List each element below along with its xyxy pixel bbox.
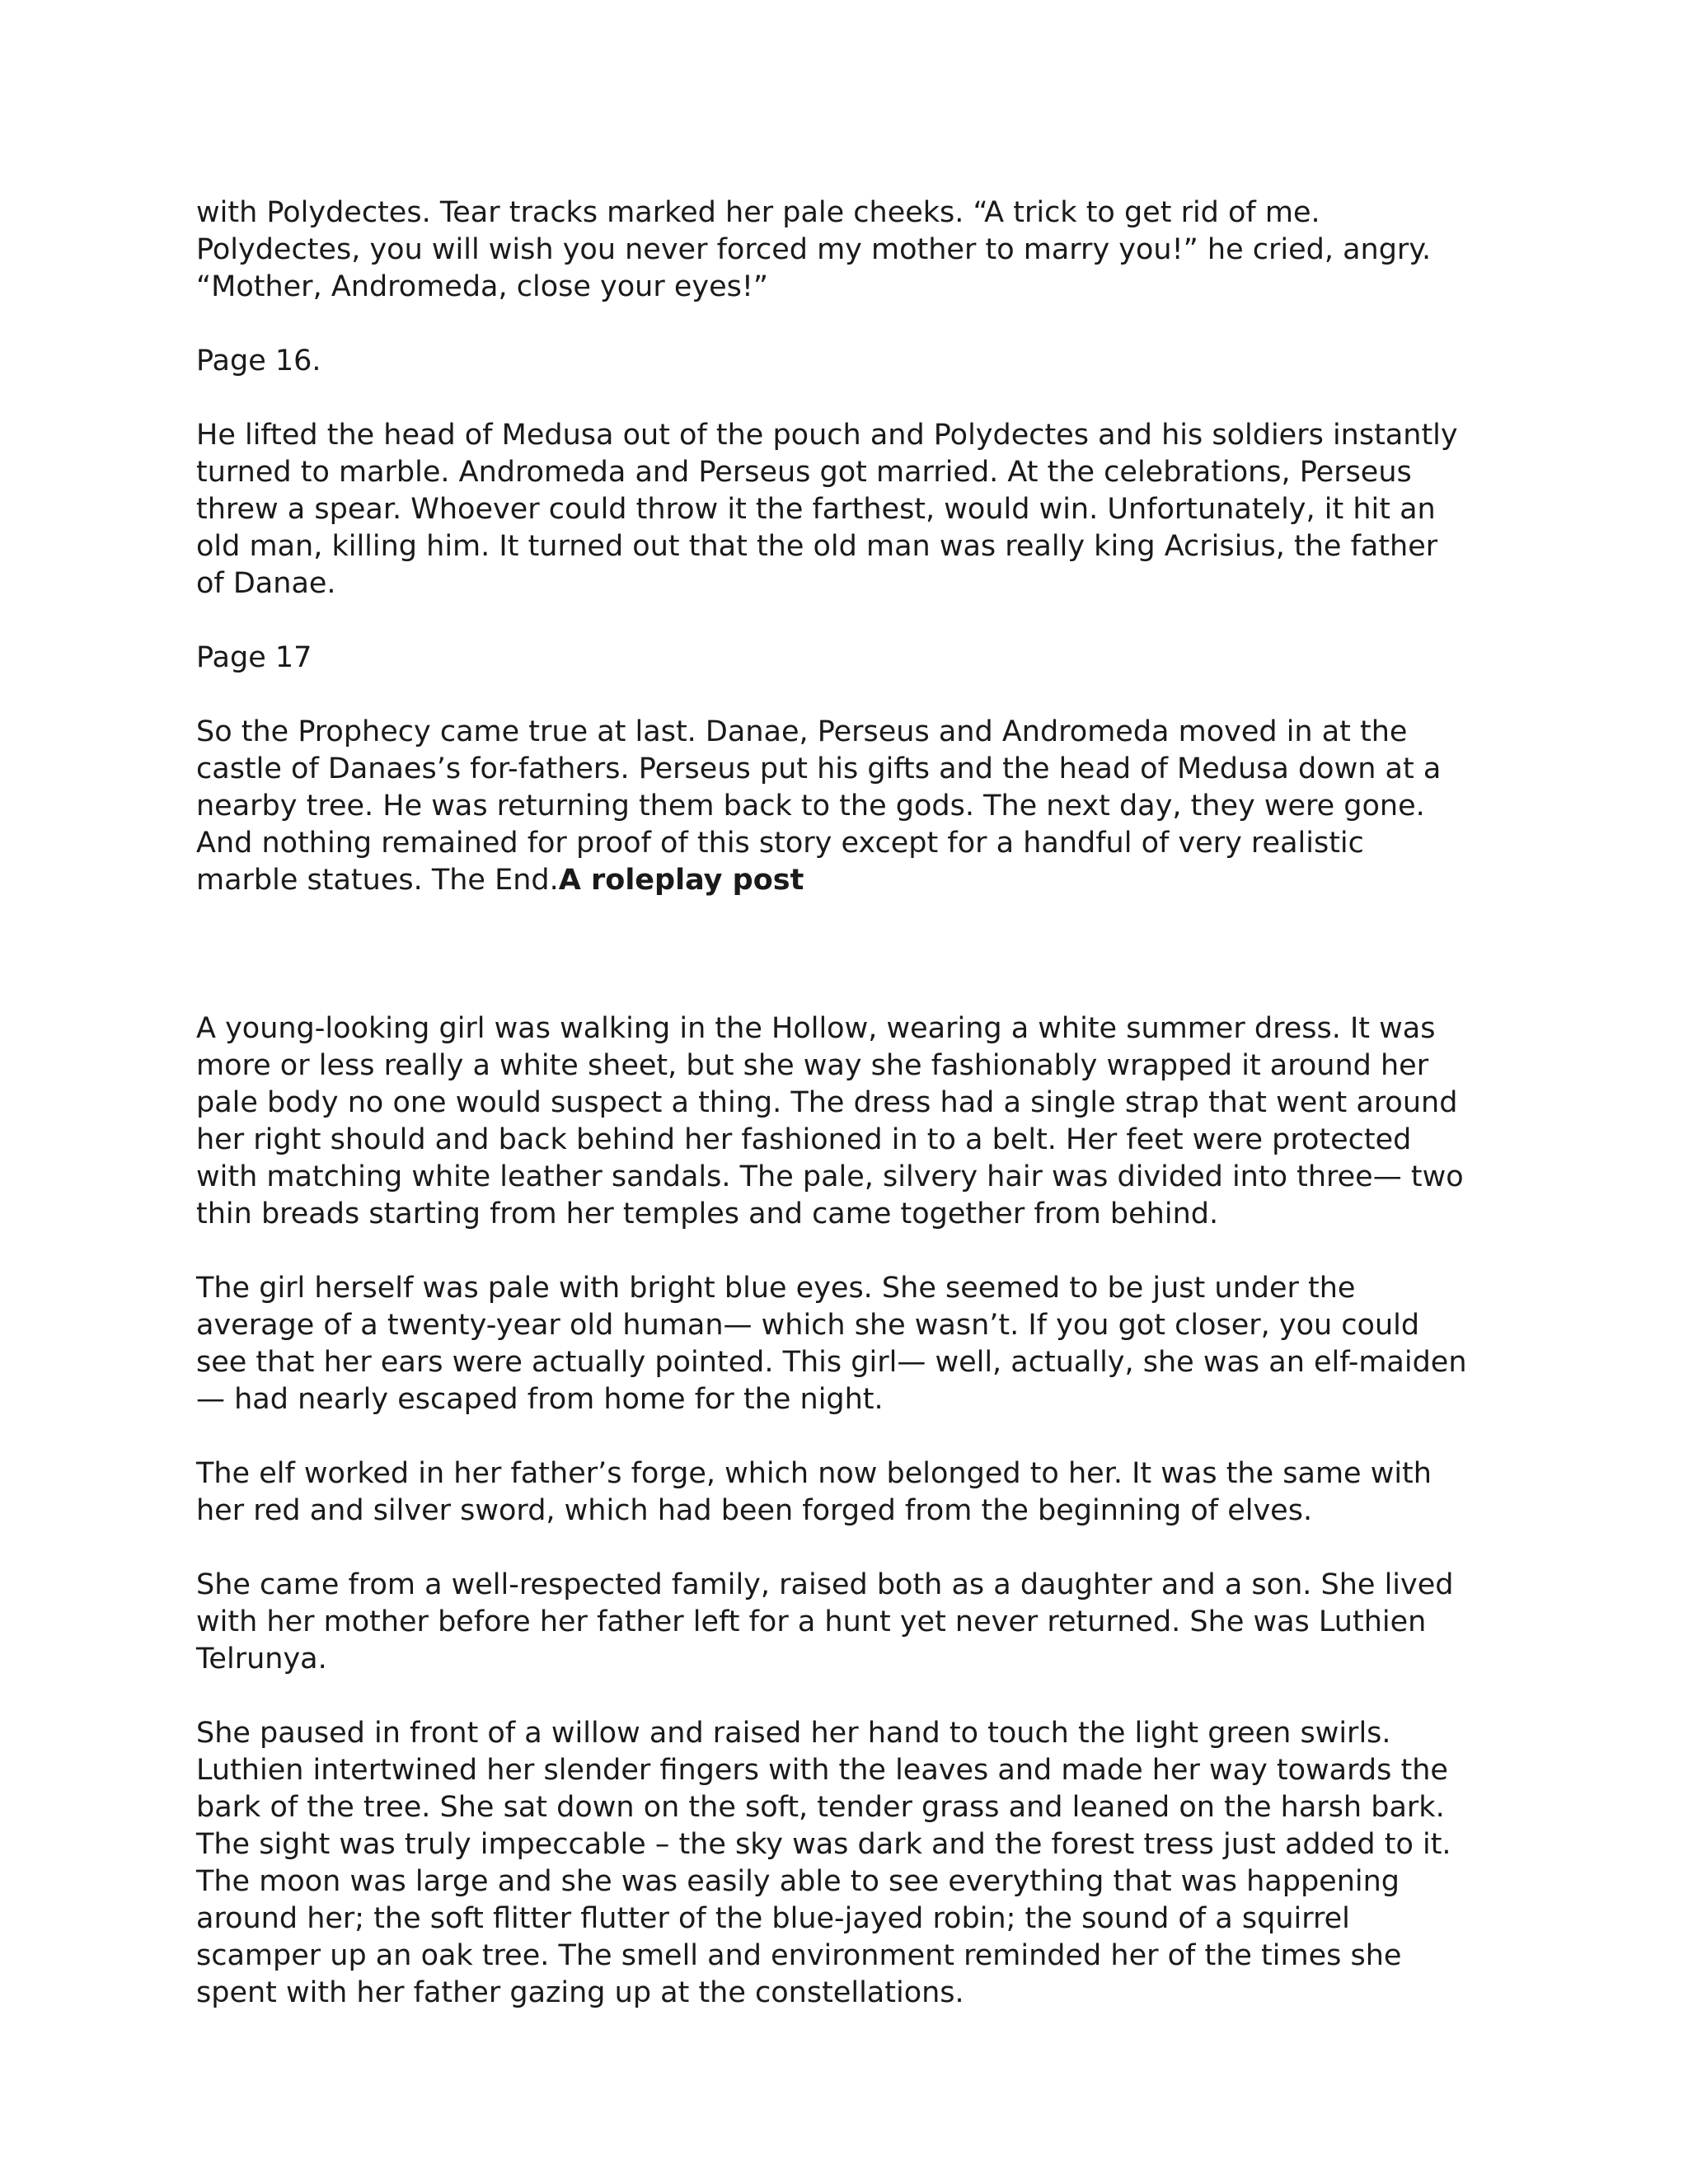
- story-paragraph-willow: She paused in front of a willow and raised her hand to touch the light green swirls. Luthien intertwined her slender fingers with the leaves and made her way towards the bark of the tree. She sat down on the soft, tender grass and leaned on the harsh bark. The sight was truly impeccable – the sky was dark and the forest tress just added to it. The moon was large and she was easily able to see everything that was happening around her; the soft flitter flutter of the blue-jayed robin; the sound of a squirrel scamper up an oak tree. The smell and environment reminded her of the times she spent with her father gazing up at the constellations.: [196, 1717, 1451, 2009]
- story-paragraph-elf: The girl herself was pale with bright blue eyes. She seemed to be just under the average of a twenty-year old human— which she wasn’t. If you got closer, you could see that her ears were actually pointed. This girl— well, actually, she was an elf-maiden— had nearly escaped from home for the night.: [196, 1272, 1467, 1416]
- story-paragraph-family: She came from a well-respected family, raised both as a daughter and a son. She lived with her mother before her father left for a hunt yet never returned. She was Luthien Telrunya.: [196, 1568, 1454, 1675]
- roleplay-heading: A roleplay post: [558, 864, 804, 897]
- paragraph-prophecy: [196, 714, 1474, 899]
- paragraph-medusa: He lifted the head of Medusa out of the pouch and Polydectes and his soldiers instantly turned to marble. Andromeda and Perseus got married. At the celebrations, Perseus threw a spear. Whoever could throw it the farthest, would win. Unfortunately, it hit an old man, killing him. It turned out that the old man was really king Acrisius, the father of Danae.: [196, 419, 1458, 600]
- page-17-label: Page 17: [196, 641, 312, 674]
- story-paragraph-dress: A young-looking girl was walking in the Hollow, wearing a white summer dress. It was more or less really a white sheet, but she way she fashionably wrapped it around her pale body no one would suspect a thing. The dress had a single strap that went around her right should and back behind her fashioned in to a belt. Her feet were protected with matching white leather sandals. The pale, silvery hair was divided into three— two thin breads starting from her temples and came together from behind.: [196, 1012, 1464, 1230]
- paragraph-prophecy-text: So the Prophecy came true at last. Danae, Perseus and Andromeda moved in at the castle of Danaes’s for-fathers. Perseus put his gifts and the head of Medusa down at a nearby tree. He was returning them back to the gods. The next day, they were gone. And nothing remained for proof of this story except for a handful of very realistic marble statues. The End.: [196, 715, 1442, 897]
- story-paragraph-forge: The elf worked in her father’s forge, which now belonged to her. It was the same with her red and silver sword, which had been forged from the beginning of elves.: [196, 1457, 1432, 1527]
- paragraph-polydectes: with Polydectes. Tear tracks marked her pale cheeks. “A trick to get rid of me. Polydectes, you will wish you never forced my mother to marry you!” he cried, angry. “Mother, Andromeda, close your eyes!”: [196, 196, 1432, 303]
- page-16-label: Page 16.: [196, 344, 321, 377]
